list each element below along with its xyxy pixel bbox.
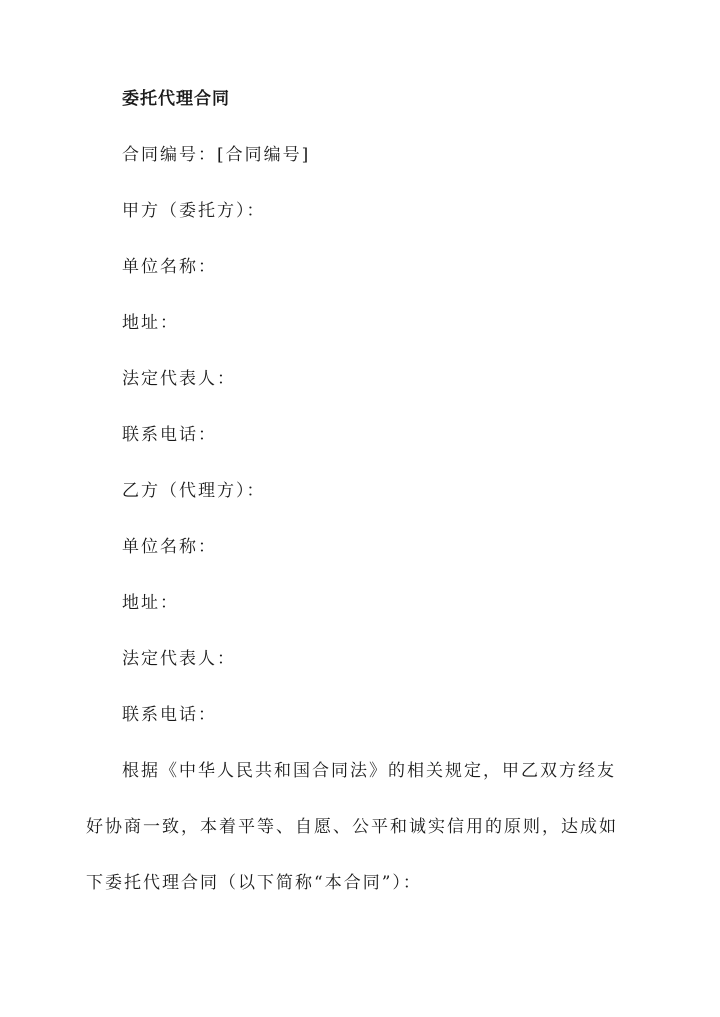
party-a-legal-rep-label: 法定代表人： [122,369,236,389]
party-a-heading: 甲方（委托方）： [122,201,266,221]
party-b-heading: 乙方（代理方）： [122,481,266,501]
party-b-legal-rep-label: 法定代表人： [122,649,236,669]
document-title: 委托代理合同 [122,89,230,109]
party-b-phone-label: 联系电话： [122,705,217,725]
party-a-company-name-label: 单位名称： [122,257,217,277]
party-b-company-name-label: 单位名称： [122,537,217,557]
contract-number-line: 合同编号：[合同编号] [122,145,311,165]
intro-paragraph: 根据《中华人民共和国合同法》的相关规定，甲乙双方经友好协商一致，本着平等、自愿、公平和诚实信用的原则，达成如下委托代理合同（以下简称“本合同”）： [86,761,618,893]
party-b-address-label: 地址： [122,593,179,613]
party-a-phone-label: 联系电话： [122,425,217,445]
party-a-address-label: 地址： [122,313,179,333]
